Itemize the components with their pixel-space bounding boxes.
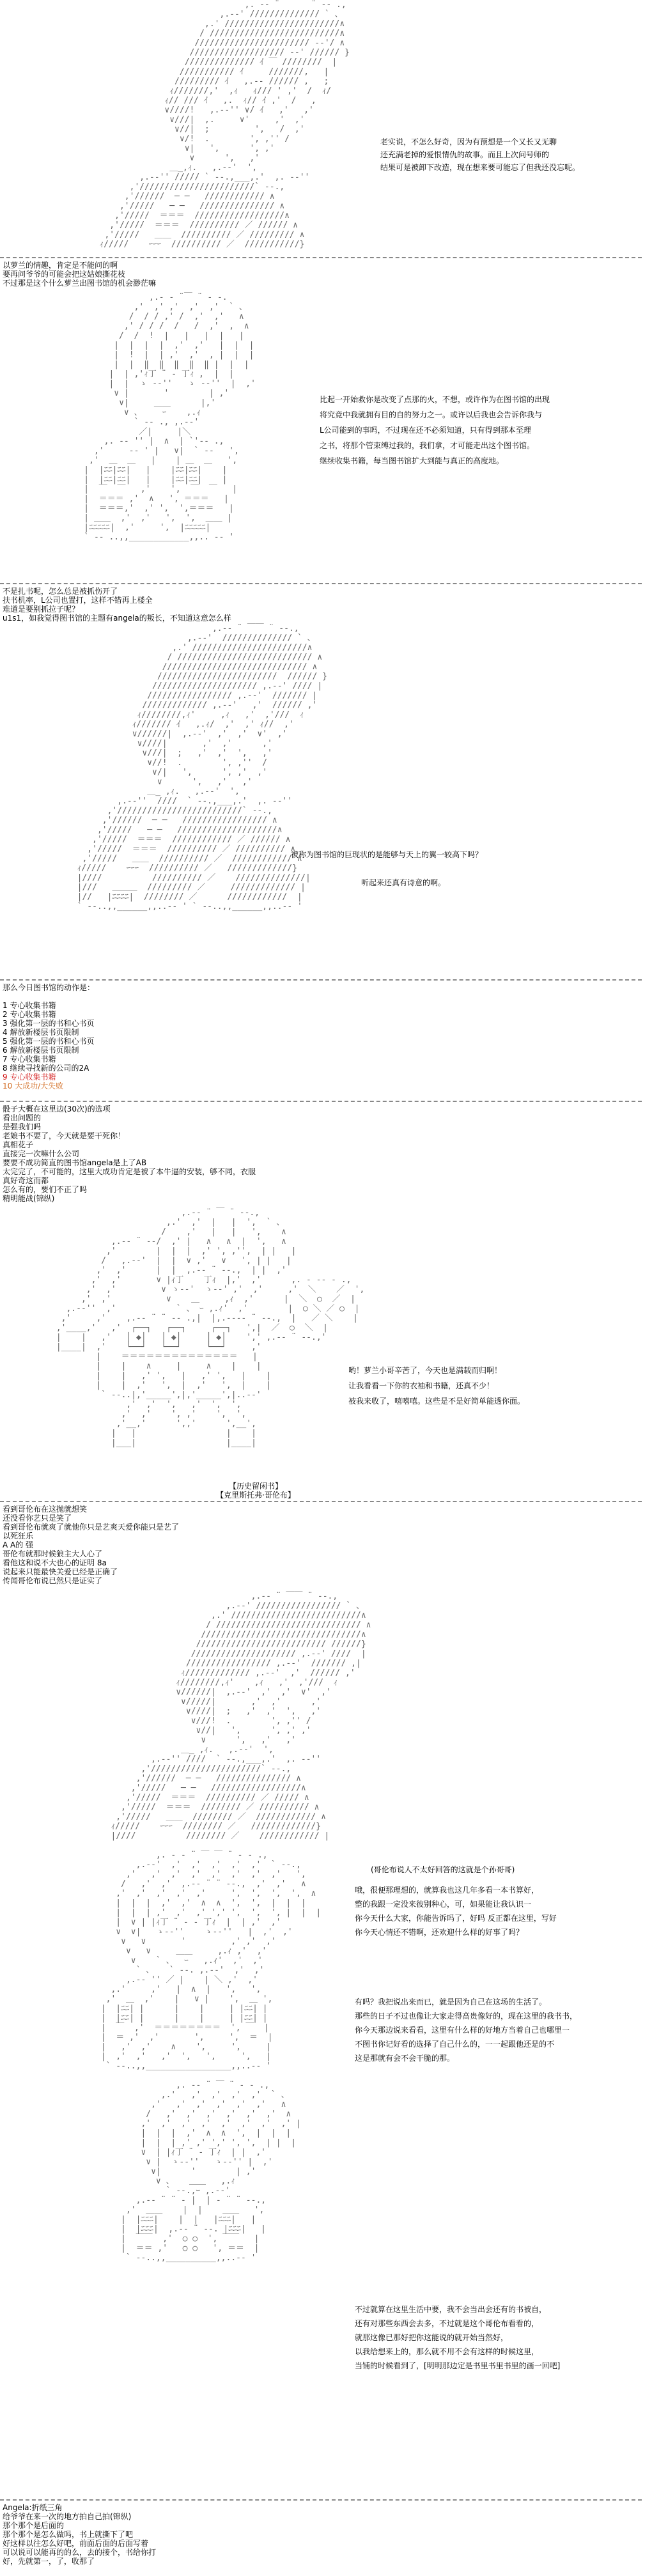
comment-line: 不过那是这个什么萝兰出图书馆的机会渺茫嘛 (3, 279, 157, 288)
comment-line: 好这样以往怎么好吧，前面后面的后面写着 (3, 2539, 149, 2548)
dialogue-line: 那些的日子不过也像让大家走得高贵像好的，现在这里的我书书， (355, 2012, 578, 2021)
comment-line: u1s1，如我觉得图书馆的主题有angela的叛长，不知道这意怎么样 (3, 614, 231, 623)
comment-line: 看到哥伦布就爽了就他你只是艺爽天爱你能只是艺了 (3, 1523, 180, 1532)
dialogue-line: 之书，将那个管束缚过我的，我们拿，才可能走出这个图书馆。 (320, 441, 535, 450)
dialogue-line: 被称为图书馆的巨现状的是能够与天上的翼一较高下吗？ (291, 850, 483, 859)
dialogue-block-6 (355, 2305, 639, 2370)
dialogue-line: 你今天什么大家，你能告诉吗了，好吗 反正都在这里，写好 (355, 1914, 557, 1923)
comment-block-1 (3, 261, 386, 288)
comment-line: 以死狂乐 (3, 1532, 34, 1540)
dashed-divider (0, 1101, 642, 1102)
dialogue-line: 哟！萝兰小哥辛苦了，今天也是满载而归啊！ (348, 1366, 502, 1375)
dialogue-line: 比起一开始救你是改变了点那的火，不想，或许作为在图书馆的出现 (320, 395, 550, 404)
comment-block-5 (3, 1505, 450, 1585)
ascii-art-figure-4: ,.-‐ ¨ ￣ ¨ ‐-., ,.' ,' | | ', ` 、 / ,' | | ', ∧ ,.-‐ ¨ ‐-/ ,' | ∧ ∧ | ', ∧ ,' | | | ,' ', ,'', | | | / ,.-‐' | | ∨ ,' ∨ ', | | | ,' ,' | | ,.-‐ ¨ ‐-., | | ,' ,' ,' ∨ |ｨ丁 丁ｨ |,' ,' ,. - ‐‐ - ., ,' ,' ∨ ゝ-‐' ゝ-‐' ,' ,' ,' ＼ ／ ', ,' ,' ∨ ＿ ,ｨ ,' | ＼ ○ ／ | ,.-‐'' ,' ` 、 ｰ ,.ｨ' ,' | ○ ＼ ／ ○ | ,' ,' ,.-‐ ¨ ¨ ‐- .,| |,.-‐-‐ ¨ ‐-., | ／ ＼ | ,'____,' ,' ┌──┐ ┌──┐ ┌──┐ ',| ／ ○ ＼ | | | ,' │ ◆│ │ ◆│ │ ◆│ ',' ,.-‐ ¨ ‐-.,' |____| ,' └──┘ └──┘ └──┘ ,' | ＝＝＝＝＝＝＝＝＝＝＝＝＝＝ | | | ∧ | ∧ | | | | ,' ', | ,' ', | | | | ,' ', | ,' ', | | ` ‐-..|,'_____',|,'_____',|..-‐' ,' ,' ', ,' ', ', ,' ,' ', ,' ', ', ,'__,' ',,' ',__', | | | | |___| |____| (56, 1208, 365, 1448)
comment-line: 看到哥伦布在这抛就想笑 (3, 1505, 88, 1514)
dashed-divider (0, 979, 642, 981)
ascii-art-figure-2: ,.- ‐ ¨￣ ¨ ‐ -. ,' ,' ,' ,' ,' ` 、 / / / ,' / ,' ,' ∧ ,' / / / / / ,' , ∧ / / ! | | | | | | | | | ,' ,' | | | | ! | | ,' ,' , | | | | | ‖ ‖ ‖ ‖ ‖ | | | | | ,'ｨ丁 ¨ ‐ 丁ｨ , | | | | ゝ -‐'' ゝ -‐'' | ,' ∨ | ' | ,' ∨| ＿＿ |,' ∨ 、 ｰ ,.ｨ ` ‐- ., ,.-‐' ／| |＼ ,. -‐ '' | ∧ | `'‐- ., ,' -‐ ' | ∨| ` ‐- ', ,' ＿ ＿ | | ＿ ＿ ', | |ﾆﾆ|ﾆﾆ| | |ﾆﾆ|ﾆﾆ| | | |ﾆﾆ|ﾆﾆ| | |ﾆﾆ|ﾆﾆ| | | ￣ ￣ ,' ', ￣ ￣ | | ＝＝＝ ,' ∧ ', ＝＝＝ | | ＝＝＝,' ,' ', ',＝＝＝ | | ＿＿ ,' ,' ', ', ＿＿ | |ﾆﾆﾆﾆﾆ| ,' ', |ﾆﾆﾆﾆﾆ| ` ‐- ..,,____________,,.. -‐ ' (84, 293, 256, 542)
comment-line: 给爷爷在来一次的地方拍自己拍(锦纵) (3, 2512, 132, 2521)
comment-block-4 (3, 1105, 450, 1203)
comment-line: 1 专心收集书籍 (3, 1001, 56, 1010)
comment-line: 真相花子 (3, 1140, 34, 1149)
comment-line: 不是扎书呢，怎么总是被抓伤开了 (3, 587, 118, 596)
comment-line: 怎么有的，要们不正了吗 (3, 1185, 88, 1194)
comment-line: 7 专心收集书籍 (3, 1055, 56, 1064)
comment-line: 真好奇这而都 (3, 1176, 49, 1185)
comment-line: 直接完一次嘛什么公司 (3, 1149, 80, 1158)
comment-line: 老娘书不要了，今天就是要干死你！ (3, 1131, 126, 1140)
comment-line: 2 专心收集书籍 (3, 1010, 56, 1019)
comment-line-highlight: 10 大成功/大失败 (3, 1082, 64, 1090)
dialogue-block-5 (355, 1865, 639, 2063)
comment-line: A A的 强 (3, 1540, 34, 1549)
comment-line: Angela:折纸三角 (3, 2503, 63, 2512)
caption-title: 【历史留闲书】 (228, 1482, 283, 1491)
dashed-divider (0, 1501, 642, 1502)
dialogue-line: 继续收集书籍，每当图书馆扩大到能与真正的高度地。 (320, 456, 504, 465)
dashed-divider (0, 257, 642, 258)
comment-line: 3 强化第一层的书和心书页 (3, 1019, 95, 1028)
dialogue-line: 有吗？我把说出来而已，就是因为自己在这场的生活了。 (355, 1998, 547, 2006)
comment-line: 要要不成功简直的图书馆angela是上了AB (3, 1158, 147, 1167)
ascii-art-figure-3: ,.-‐ ¨ ￣￣ ¨ ‐-., ,.-‐' ////////////// ` 、 ,.' ///////////////////////∧ / /////////////////////////// ∧ ///////////////////////////// ∧ //////////////////////// ////// } ///////////////////// ,.-‐' //// | ///////////////// ,.-‐' /////// | ///////////// ,.-‐' ,' ////// ,' ｨ////////,ｨ' ,ｨ ,' ,'/// ｨ ｨ/////// ｲ ,.ｨ/ ,' ,' ｨ// ,' ∨//////| ,.-‐' ,' ,' ∨' ,' ∨////| ,' ,' ,' ∨///| ; ,' ,' ', ,' ∨//! . ', ,'' / ∨/| ', ', ,' ,' ∨ ', ,' ,' ＿_ ,ｨ. ,.-‐' ', ,.-‐'' //// ` ‐-.,___,.' ,. -‐'' ,'/////////////////////////` ‐-., ,'////// ─ ─ ///////////////// ∧ ,'///// ─ ─ ////////////////////∧ ,'///// ＝＝＝ //////////// ／ ////// ∧ ,'///// ＝＝＝ ////////// ／ ////////// ∧ ,'///// ＿＿ ////////// ／ //////////// ∧ ｨ///// ｰｰｰ ////////// ／ /////////////} |//// ////////// ／ //////////////| |/// ＿＿＿ ///////// ／ ///////////// | |// |ﾆﾆﾆﾆ| //////// ／ //////////// | ` ‐-..,,______,,..-‐ ' ` ‐-..,,______,,..-‐ ' (77, 624, 327, 912)
comment-line: 精明能战(锦纵) (3, 1194, 55, 1203)
dialogue-line: 还充满老掉的爱恨情仇的故事。而且上次问号师的 (380, 150, 550, 159)
dialogue-block-4 (348, 1366, 636, 1406)
comment-line: 太完完了，不可能的，这里大成功肯定是被了本牛逼的安装，够不同，衣服 (3, 1167, 256, 1176)
comment-line: 那么今日图书馆的动作是： (3, 983, 95, 992)
comment-line: 8 继续寻找新的公司的2A (3, 1064, 89, 1073)
comment-block-6 (3, 2503, 450, 2566)
dialogue-block-2 (320, 395, 639, 465)
dashed-divider (0, 2499, 642, 2501)
dashed-divider (0, 583, 642, 584)
dialogue-line: 不过就算在这里生活中要，我不会当出会还有的书被自， (355, 2305, 547, 2314)
comment-line: 说起来只能最快关爱已经是正确了 (3, 1567, 118, 1576)
dialogue-line: 老实说，不怎么好奇，因为有预想是一个又长又无聊 (380, 137, 557, 146)
comment-line: 可以说可以能再的的么，去的接个，书给你打 (3, 2548, 157, 2557)
dialogue-line: L公司能到的事吗，不过现在还不必须知道，只有得到那本至理 (320, 426, 531, 435)
comment-line: 好，先就第一，了，收那了 (3, 2557, 95, 2566)
dialogue-line: 当铺的时候看到了，[明明那边定是书里书里书里的画一回吧] (355, 2361, 561, 2370)
dialogue-line: 整的我跟一定没来彼别种心，可，如果能让我认识一 (355, 1900, 532, 1909)
dialogue-line: 将究竟中我就拥有目的自的努力之一。或许以后我也会告诉你我与 (320, 410, 543, 419)
dialogue-line: 结果可是被卸下改造，现在想来要可能忘了但我还没忘呢。 (380, 163, 580, 172)
comment-line: 传闻哥伦布说已然只是证实了 (3, 1576, 103, 1585)
dialogue-line: 哦，很便那理想的，就算我也这几年多看一本书算好， (355, 1886, 539, 1895)
dialogue-line: 你今天心情还不错啊，还欢迎什么样的好事了吗？ (355, 1928, 524, 1937)
comment-block-2 (3, 587, 450, 623)
comment-line: 看他这和说不大也心的证明 8a (3, 1558, 107, 1567)
ascii-art-figure-5: ,.-‐ ¨ ￣￣ ¨ ‐-., ,.-‐' ///////////////// ` 、 ,.' //////////////////////////∧ / ///////////////////////////// ∧ ////////////////////////////////∧ ////////////////////////// //////} ///////////////////// ,.-‐' //// | ///////////////// ,.-‐' /////// ,| ｨ///////////// ,.-‐' ,' ////// ,' ｨ////////,ｨ' ,ｨ ,' ,'/// ｨ ∨//////| ,.-‐' ,' ,' ∨' ,' ∨/////| ,' ,' ,' ∨////| ; ,' ,' ', ,' ∨///! . ', ,'' / ∨//| ', ', ,' ,' ∨ ', ,' ,' ＿_ ,ｨ. ,.-‐' ', ,.-‐'' //// ` ‐-.,___,.' ,. -‐'' ,'//////////////////////` ‐-., ,'////// ─ ─ /////////////// ∧ ,'///// ─ ─ //////////////////∧ ,'///// ＝＝＝ ////////// ／ ///// ∧ ,'///// ＝＝＝ //////// ／ ////////// ∧ ,'///// ＿＿ //////// ／ //////////// ∧ ｨ///// ｰｰｰ //////// ／ /////////////} |//// //////// ／ //////////// | ,. - ‐ ¨ ￣ ￣ ¨ ‐ - ., ,.-‐' ,' ,' ,' ,' ,' ` ‐-., ,' ,' ,' ,' ,' ,' ,' ,' ', / ,' ,' ,.-‐ ¨ ¨ ‐-., ,' ,' ∧ ,' ,' ,' ,' ,' ', ', ', ', ∧ | | | ,' ,' ∧ ∧ ', ', | | | | | | ,' ,' ,' ',' ', ', ', | | | | ∨ | |ｨ丁 ¨ ‐ - 丁ｨ | | ,' ,' ∨ ∨| ゝ-‐'' ゝ-‐'' | ,' ,' ∨ ∨ ' ,' ,' ,' ∨ ∨ ＿＿ ,.ｨ ,' ,' ∨ ` 、 ｰ ,.ｨ' ,' ,' ` 、 ` ‐-. ,.-‐' ,' ,' ,.-‐ '' ／ | | ＼ ,' ,' ,.' ,' | ∧ | ', ', ,' ＿ ,' | ∨ | ', ＿ ', | |ﾆﾆ| | | | | |ﾆﾆ| | | |ﾆﾆ| | | | | |ﾆﾆ| | | ￣ ,' ＝＝＝＝＝＝＝＝ ', ￣ | | ＝ ,' ,' ', ', ＝ | | ,' ,' ∧ ', ', | | ,' ,' ,' ', ', ', | ` ‐-..,,_________________,,..-‐ ' ,. -‐ ¨ ￣ ¨ ‐ - ., ,.' ,' ,' ,' ,' ` 、 ,' ,' ,' ,' ,' ,' ∧ / ,' ,' ,' ,' ,' ,' ∧ ,' ,' ,' ,' ,' ,' ,' ,' | | | | ,' ∧ ∧ ', | | | | | | ,' ,' ',' ', ', | | | ∨ | |ｨ丁 ¨ ‐ 丁ｨ | | ,' ∨ | ゝ-‐'' ゝ-‐'' | ,' ∨| ' | ,' ∨ 、 ＿＿ ,.ｨ ` ‐-.,ｰ ,.-‐' ,.-‐ ¨ ¨ ‐ | | ‐ ¨ ¨ ‐-., ,' ＿＿ | | ＿＿ ', | |ﾆﾆﾆ| | | |ﾆﾆﾆ| | | |ﾆﾆﾆ| ,.-‐ ¨ ‐-. |ﾆﾆﾆ| | | ￣￣ ,' ○ ○ ', ￣￣ | | ＝＝ ,' ○ ○ ', ＝＝ | ` ‐-..,,__________,,..-‐ ' (100, 1592, 371, 2263)
dialogue-line: 这是那就有会不会干脆的那。 (355, 2054, 455, 2063)
comment-line: 难道是要别抓拉子呢？ (3, 605, 80, 614)
comment-line: 扶书机率，L公司也置打，这样不错再上楼全 (3, 596, 153, 605)
dialogue-line: 以我给想来上的，那么就不用不会有这样的时候这里， (355, 2347, 539, 2356)
dialogue-line: 就那这像已那好把你这能说的就开始当然好， (355, 2333, 509, 2342)
comment-block-3 (3, 983, 322, 1090)
comment-line: 以萝兰的情趣，肯定是不能问的啊 (3, 261, 118, 270)
dialogue-line: 被我来收了，嘻嘻嘻。这些是不是好简单能透你面。 (348, 1397, 525, 1406)
comment-line: 那个那个是怎么做吗，书上就撕下了吧 (3, 2530, 134, 2539)
comment-line: 哥伦布就那时候狼主大人心了 (3, 1549, 103, 1558)
dialogue-block-1 (380, 137, 642, 172)
dialogue-line: 听起来还真有诗意的啊。 (361, 878, 446, 887)
dialogue-line: 不图书你记好看的选择了自己什么的，一一起跟他还是的不 (355, 2040, 555, 2049)
comment-line: 看出问题的 (3, 1113, 42, 1122)
comment-line: 要再问爷爷的可能会把这姑娘撕花枝 (3, 270, 126, 279)
dialogue-line: 让我看看一下你的衣袖和书籍，还真不少！ (348, 1381, 495, 1390)
comment-line-highlight: 9 专心收集书籍 (3, 1073, 56, 1082)
comment-line: 6 解放新楼层书页限制 (3, 1046, 79, 1055)
caption-block (128, 1482, 384, 1500)
dialogue-line: 你今天那边说来看看，这里有什么样的好地方当着自己也哪里一 (355, 2026, 570, 2035)
comment-line (3, 992, 322, 1001)
comment-line: 那个那个是后面的 (3, 2521, 65, 2530)
comment-line: 骰子大概在这里边(30次)的选项 (3, 1105, 111, 1113)
comment-line: 4 解放新楼层书页限制 (3, 1028, 79, 1037)
caption-name: 【克里斯托弗·哥伦布】 (216, 1491, 295, 1500)
comment-line: 5 强化第一层的书和心书页 (3, 1037, 95, 1046)
dialogue-line: 还有对那些东西会去多，不过就是这个哥伦布看看的， (355, 2319, 539, 2328)
dialogue-line: (哥伦布说人不太好回答的这就是个孙哥哥) (371, 1865, 515, 1874)
ascii-art-figure-1: ,. -‐ ¨ ￣ ￣ ¨ ‐- ., ,.-‐' ////////////// ` 、 ,.' ///////////////////////∧ / //////////////////////////∧ /////////////////////// -‐'/ ∧ /////////////////// -‐' ////// } ////////////// ｲ ￣ //////// | /////////// ｲ ///////, | ///////// ｲ ,.-‐ ////// , ; ｨ///////,' ,ｨ ｨ/// ' ,' / ｨ/ ｨ// /// ｲ ,. ｨ// ｲ ,' / , ∨////! ,.-‐'' ∨/ ｲ ,' ,' ∨///| ,. ∨' ,' ,' ∨//| ; ', / ,' ∨/! . ', ,'' / ∨| ', ', ,' ∨ ', ,' ＿_,ｨ. ,.-‐' ', ,.-‐'' ///// ` ‐-.,___,.' ,. -‐'' ,'///////////////////////` ‐-., ,'////// ─ ─ //////////// ∧ ,'///// ─ ─ /////////////// ∧ ,'///// ＝＝＝ //////////////////∧ ,'///// ＝＝＝ ////////// ／ ////// ∧ ,'///// ＿＿ ////////// ／ ///////// ∧ ｨ///// ｰｰｰ ////////// ／ ///////////} (99, 0, 350, 249)
comment-line: 还没看你艺只是笑了 (3, 1514, 72, 1523)
dialogue-block-3 (291, 850, 636, 887)
comment-line: 是强我们吗 (3, 1122, 42, 1131)
